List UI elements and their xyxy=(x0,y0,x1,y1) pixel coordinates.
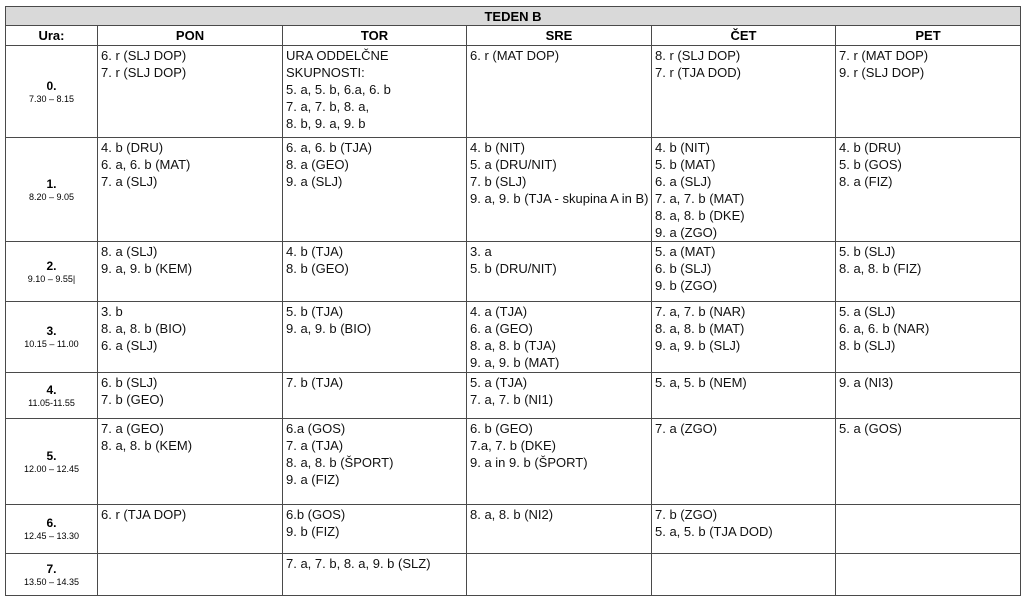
lesson-entry: 8. a, 8. b (ŠPORT) xyxy=(286,455,394,470)
lesson-entry: 5. a, 5. b (TJA DOD) xyxy=(655,524,773,539)
period-time: 10.15 – 11.00 xyxy=(24,339,79,349)
day-header-mon: PON xyxy=(98,26,283,46)
schedule-cell-thu xyxy=(652,242,836,302)
lesson-entry: 9. a, 9. b (MAT) xyxy=(470,355,560,370)
lesson-entry: 9. r (SLJ DOP) xyxy=(839,65,925,80)
lesson-entry: 9. b (FIZ) xyxy=(286,524,340,539)
period-time: 9.10 – 9.55| xyxy=(27,273,76,284)
schedule-cell-wed xyxy=(467,138,652,242)
lesson-entry: 8. a, 8. b (KEM) xyxy=(101,438,193,453)
period-label-cell xyxy=(6,419,98,505)
schedule-cell-tue xyxy=(283,138,467,242)
lesson-entry: 5. b (GOS) xyxy=(839,157,902,172)
lesson-entry: 6. a, 6. b (NAR) xyxy=(839,321,930,336)
lesson-entry: 7.a, 7. b (DKE) xyxy=(470,438,556,453)
lesson-entry: 8. a, 8. b (NI2) xyxy=(470,507,554,522)
schedule-body xyxy=(6,46,1021,596)
lesson-entry: 7. a, 7. b, 8. a, 9. b (SLZ) xyxy=(286,556,431,571)
lesson-entry: 9. a, 9. b (KEM) xyxy=(101,261,193,276)
lesson-entry: 7. a (GEO) xyxy=(101,421,164,436)
period-label-cell xyxy=(6,554,98,596)
period-number: 1. xyxy=(46,176,57,191)
period-number: 4. xyxy=(46,382,57,397)
lesson-entry: 9. a (ZGO) xyxy=(655,225,718,240)
period-label-cell xyxy=(6,242,98,302)
schedule-cell-wed xyxy=(467,505,652,554)
schedule-cell-tue xyxy=(283,46,467,138)
lesson-entry: 6. a (SLJ) xyxy=(101,338,158,353)
lesson-entry: 6.b (GOS) xyxy=(286,507,346,522)
lesson-entry: 6. a (GEO) xyxy=(470,321,533,336)
schedule-cell-tue xyxy=(283,302,467,373)
lesson-entry: 8. b, 9. a, 9. b xyxy=(286,116,366,131)
period-number: 3. xyxy=(46,324,57,338)
period-label-cell xyxy=(6,373,98,419)
lesson-entry: 9. a (FIZ) xyxy=(286,472,340,487)
schedule-cell-thu xyxy=(652,373,836,419)
lesson-entry: 6. r (MAT DOP) xyxy=(470,48,560,63)
lesson-entry: 5. b (SLJ) xyxy=(839,244,896,259)
schedule-cell-wed xyxy=(467,302,652,373)
lesson-entry: 8. a, 8. b (DKE) xyxy=(655,208,745,223)
schedule-cell-thu xyxy=(652,302,836,373)
lesson-entry: 5. a (DRU/NIT) xyxy=(470,157,557,172)
lesson-entry: 8. a (SLJ) xyxy=(101,244,158,259)
schedule-table xyxy=(5,6,1021,596)
lesson-entry: 9. a (NI3) xyxy=(839,375,894,390)
lesson-entry: 7. a (ZGO) xyxy=(655,421,718,436)
period-time: 13.50 – 14.35 xyxy=(23,576,80,587)
day-header-fri: PET xyxy=(836,26,1021,46)
lesson-entry: 7. a, 7. b (MAT) xyxy=(655,191,745,206)
period-row xyxy=(6,242,1021,302)
period-time: 12.00 – 12.45 xyxy=(23,463,80,474)
lesson-entry: 5. a (TJA) xyxy=(470,375,528,390)
lesson-entry: 4. b (DRU) xyxy=(839,140,902,155)
lesson-entry: 9. a, 9. b (SLJ) xyxy=(655,338,741,353)
schedule-cell-fri xyxy=(836,138,1021,242)
schedule-cell-mon xyxy=(98,419,283,505)
day-header-wed: SRE xyxy=(467,26,652,46)
lesson-entry: 7. b (TJA) xyxy=(286,375,344,390)
schedule-cell-wed xyxy=(467,419,652,505)
lesson-entry: 8. r (SLJ DOP) xyxy=(655,48,741,63)
lesson-entry: 8. a (FIZ) xyxy=(839,174,893,189)
lesson-entry: 8. a, 8. b (TJA) xyxy=(470,338,556,353)
period-row xyxy=(6,46,1021,138)
lesson-entry: 9. a (SLJ) xyxy=(286,174,343,189)
schedule-cell-tue xyxy=(283,419,467,505)
schedule-cell-fri xyxy=(836,554,1021,596)
period-row xyxy=(6,419,1021,505)
lesson-entry: 7. a, 7. b (NI1) xyxy=(470,392,554,407)
schedule-cell-wed xyxy=(467,242,652,302)
lesson-entry: 9. a, 9. b (TJA - skupina A in B) xyxy=(470,191,649,206)
schedule-cell-fri xyxy=(836,302,1021,373)
lesson-entry: 8. a, 8. b (BIO) xyxy=(101,321,187,336)
lesson-entry: 7. r (SLJ DOP) xyxy=(101,65,187,80)
lesson-entry: 5. a, 5. b, 6.a, 6. b xyxy=(286,82,391,97)
lesson-entry: 7. a, 7. b (NAR) xyxy=(655,304,746,319)
lesson-entry: 6. b (SLJ) xyxy=(101,375,158,390)
schedule-cell-tue xyxy=(283,505,467,554)
day-header-tue: TOR xyxy=(283,26,467,46)
lesson-entry: 8. a, 8. b (MAT) xyxy=(655,321,745,336)
lesson-entry: 5. b (TJA) xyxy=(286,304,344,319)
period-number: 2. xyxy=(46,258,57,273)
schedule-cell-mon xyxy=(98,138,283,242)
lesson-entry: 5. b (MAT) xyxy=(655,157,716,172)
schedule-cell-tue xyxy=(283,373,467,419)
schedule-cell-mon xyxy=(98,505,283,554)
lesson-entry: 6. r (TJA DOP) xyxy=(101,507,187,522)
header-row xyxy=(6,26,1021,46)
schedule-title: TEDEN B xyxy=(6,7,1021,26)
lesson-entry: 6. b (SLJ) xyxy=(655,261,712,276)
period-row xyxy=(6,554,1021,596)
lesson-entry: 7. r (TJA DOD) xyxy=(655,65,741,80)
schedule-cell-tue xyxy=(283,242,467,302)
lesson-entry: 6.a (GOS) xyxy=(286,421,346,436)
period-row xyxy=(6,373,1021,419)
lesson-entry: 4. b (DRU) xyxy=(101,140,164,155)
lesson-entry: 8. a (GEO) xyxy=(286,157,349,172)
lesson-entry: 4. a (TJA) xyxy=(470,304,528,319)
lesson-entry: 8. b (GEO) xyxy=(286,261,349,276)
schedule-cell-tue xyxy=(283,554,467,596)
lesson-entry: 6. a, 6. b (TJA) xyxy=(286,140,372,155)
schedule-cell-mon xyxy=(98,242,283,302)
lesson-entry: 9. a, 9. b (BIO) xyxy=(286,321,372,336)
lesson-entry: 7. b (GEO) xyxy=(101,392,164,407)
lesson-entry: 5. a (GOS) xyxy=(839,421,902,436)
schedule-cell-fri xyxy=(836,419,1021,505)
period-label-cell xyxy=(6,138,98,242)
period-time: 7.30 – 8.15 xyxy=(28,93,75,104)
lesson-entry: 6. b (GEO) xyxy=(470,421,533,436)
lesson-entry: 5. a (SLJ) xyxy=(839,304,896,319)
lesson-entry: 3. a xyxy=(470,244,492,259)
lesson-entry: 9. a in 9. b (ŠPORT) xyxy=(470,455,588,470)
day-header-thu: ČET xyxy=(652,26,836,46)
lesson-entry: 7. a, 7. b, 8. a, xyxy=(286,99,370,114)
schedule-cell-fri xyxy=(836,505,1021,554)
lesson-entry: 4. b (NIT) xyxy=(470,140,525,155)
lesson-entry: 6. r (SLJ DOP) xyxy=(101,48,187,63)
schedule-cell-wed xyxy=(467,373,652,419)
period-number: 6. xyxy=(46,516,57,530)
period-header: Ura: xyxy=(6,26,98,46)
lesson-entry: 7. a (TJA) xyxy=(286,438,344,453)
schedule-cell-fri xyxy=(836,242,1021,302)
period-time: 8.20 – 9.05 xyxy=(28,191,75,202)
lesson-entry: 6. a, 6. b (MAT) xyxy=(101,157,191,172)
period-time: 11.05-11.55 xyxy=(28,397,75,408)
title-row xyxy=(6,7,1021,26)
schedule-cell-mon xyxy=(98,373,283,419)
schedule-cell-mon xyxy=(98,302,283,373)
schedule-cell-mon xyxy=(98,554,283,596)
lesson-entry: 7. a (SLJ) xyxy=(101,174,158,189)
schedule-cell-fri xyxy=(836,373,1021,419)
lesson-entry: 5. b (DRU/NIT) xyxy=(470,261,557,276)
lesson-entry: 6. a (SLJ) xyxy=(655,174,712,189)
period-label-cell xyxy=(6,302,98,373)
lesson-entry: 4. b (TJA) xyxy=(286,244,344,259)
schedule-cell-mon xyxy=(98,46,283,138)
schedule-cell-thu xyxy=(652,138,836,242)
schedule-cell-wed xyxy=(467,46,652,138)
schedule-cell-thu xyxy=(652,419,836,505)
period-row xyxy=(6,138,1021,242)
period-number: 0. xyxy=(46,78,57,93)
period-number: 7. xyxy=(46,561,57,576)
lesson-entry: 8. b (SLJ) xyxy=(839,338,896,353)
schedule-container xyxy=(5,6,1020,596)
lesson-entry: 5. a, 5. b (NEM) xyxy=(655,375,747,390)
lesson-entry: 3. b xyxy=(101,304,123,319)
period-number: 5. xyxy=(46,448,57,463)
schedule-cell-thu xyxy=(652,505,836,554)
lesson-entry: 4. b (NIT) xyxy=(655,140,710,155)
period-label-cell xyxy=(6,46,98,138)
lesson-entry: 7. b (ZGO) xyxy=(655,507,718,522)
lesson-entry: 9. b (ZGO) xyxy=(655,278,718,293)
period-time: 12.45 – 13.30 xyxy=(23,531,80,541)
lesson-entry: 7. r (MAT DOP) xyxy=(839,48,929,63)
lesson-entry: 8. a, 8. b (FIZ) xyxy=(839,261,922,276)
schedule-cell-fri xyxy=(836,46,1021,138)
lesson-entry: 5. a (MAT) xyxy=(655,244,716,259)
schedule-cell-thu xyxy=(652,554,836,596)
schedule-cell-wed xyxy=(467,554,652,596)
period-row xyxy=(6,302,1021,373)
period-row xyxy=(6,505,1021,554)
schedule-cell-thu xyxy=(652,46,836,138)
lesson-entry: 7. b (SLJ) xyxy=(470,174,527,189)
period-label-cell xyxy=(6,505,98,554)
lesson-entry: URA ODDELČNE SKUPNOSTI: xyxy=(286,48,389,80)
